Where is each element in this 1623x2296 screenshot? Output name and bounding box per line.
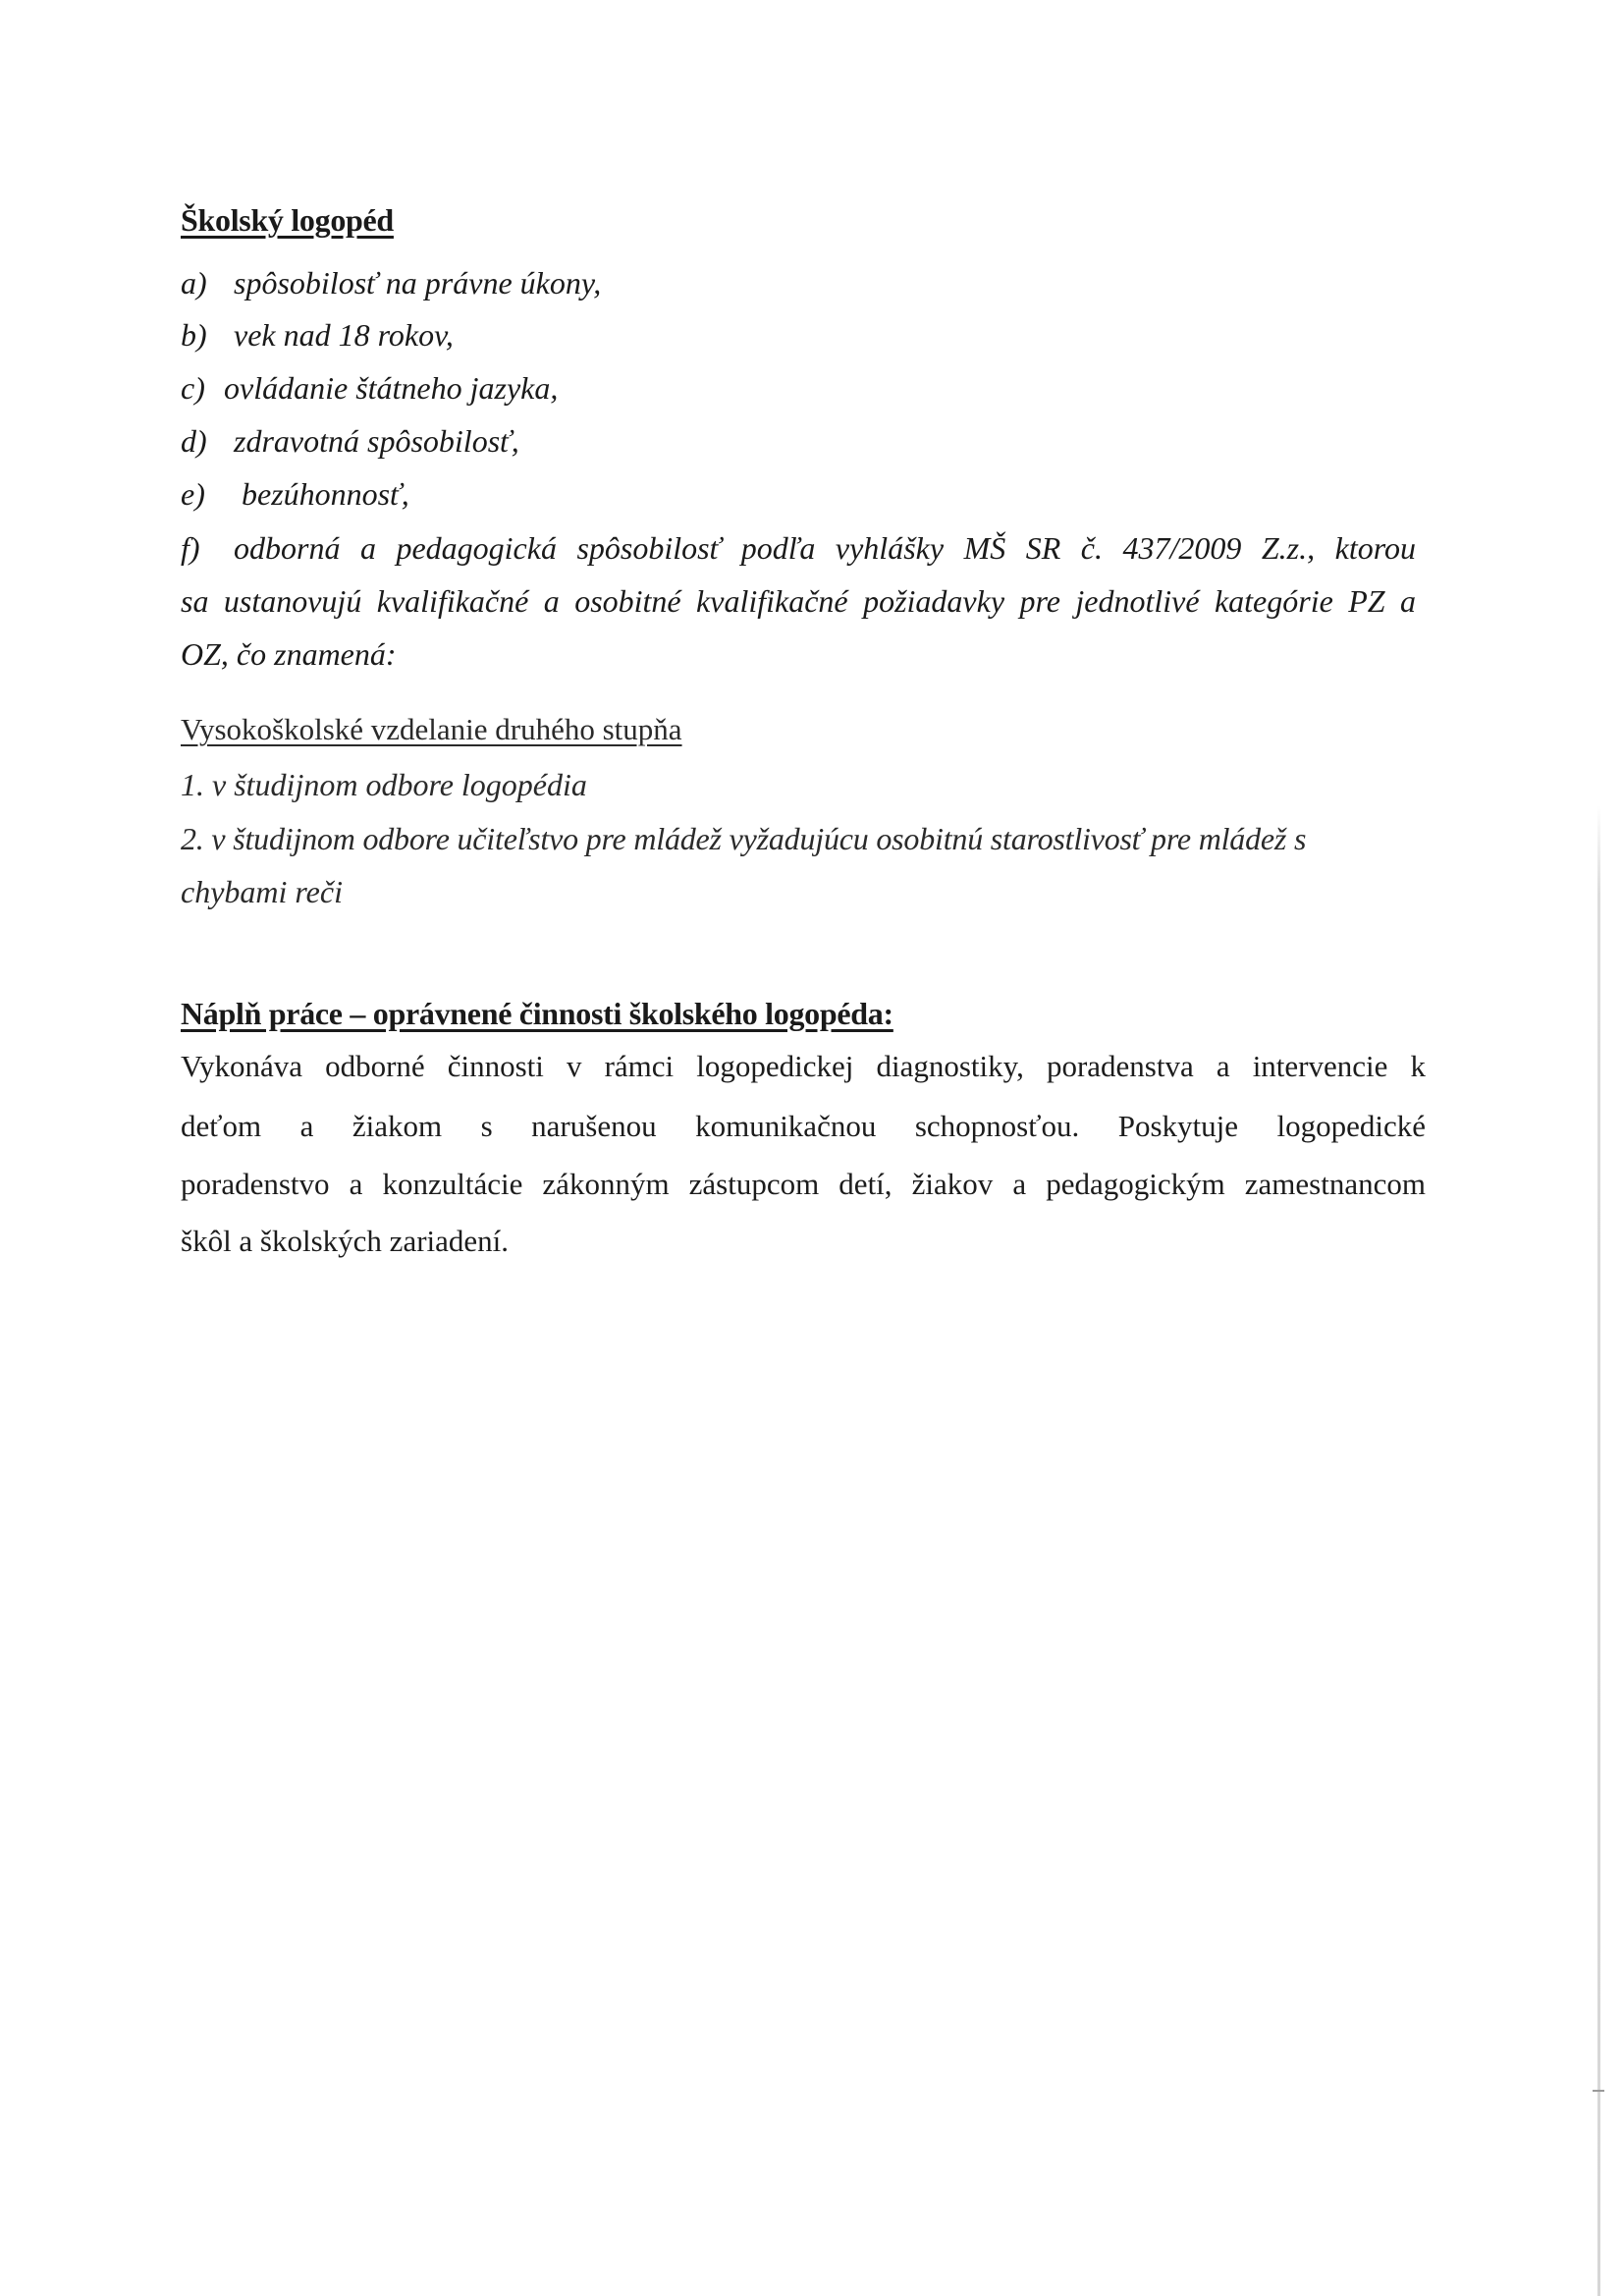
requirement-text: odborná a pedagogická spôsobilosť podľa vyhlášky MŠ SR č. 437/2009 Z.z., ktorou [234, 530, 1416, 566]
duties-line: Vykonáva odborné činnosti v rámci logopedickej diagnostiky, poradenstva a intervencie k [181, 1049, 1426, 1083]
requirement-text: spôsobilosť na právne úkony, [234, 265, 602, 301]
scan-edge-tick [1593, 2090, 1604, 2092]
requirement-item [181, 368, 1422, 408]
education-option: 2. v študijnom odbore učiteľstvo pre mládež vyžadujúcu osobitnú starostlivosť pre mládež s [181, 821, 1307, 856]
requirement-item [181, 528, 1416, 568]
duties-line: poradenstvo a konzultácie zákonným zástupcom detí, žiakov a pedagogickým zamestnancom [181, 1167, 1426, 1201]
requirement-label: d) [181, 423, 207, 459]
requirement-label: e) [181, 476, 205, 512]
requirement-item [181, 315, 1422, 355]
requirement-continuation: sa ustanovujú kvalifikačné a osobitné kvalifikačné požiadavky pre jednotlivé kategórie PZ a [181, 583, 1416, 619]
duties-heading: Náplň práce – oprávnené činnosti školského logopéda: [181, 996, 893, 1031]
requirement-item [181, 421, 1422, 461]
education-option: 1. v študijnom odbore logopédia [181, 767, 587, 802]
duties-line: deťom a žiakom s narušenou komunikačnou schopnosťou. Poskytuje logopedické [181, 1109, 1426, 1143]
requirement-text: bezúhonnosť, [242, 476, 409, 512]
education-heading: Vysokoškolské vzdelanie druhého stupňa [181, 712, 682, 746]
scan-edge-line [1597, 805, 1600, 2296]
requirement-item [181, 263, 1422, 302]
requirement-label: b) [181, 317, 207, 353]
education-option-continuation: chybami reči [181, 874, 343, 909]
page-title: Školský logopéd [181, 202, 394, 238]
requirement-label: c) [181, 370, 205, 406]
requirement-continuation: OZ, čo znamená: [181, 636, 397, 672]
requirement-label: a) [181, 265, 207, 301]
duties-line: škôl a školských zariadení. [181, 1224, 510, 1258]
requirement-text: zdravotná spôsobilosť, [234, 423, 519, 459]
requirement-text: vek nad 18 rokov, [234, 317, 454, 353]
requirement-item [181, 474, 1422, 514]
requirement-label: f) [181, 530, 200, 566]
requirement-text: ovládanie štátneho jazyka, [224, 370, 559, 406]
